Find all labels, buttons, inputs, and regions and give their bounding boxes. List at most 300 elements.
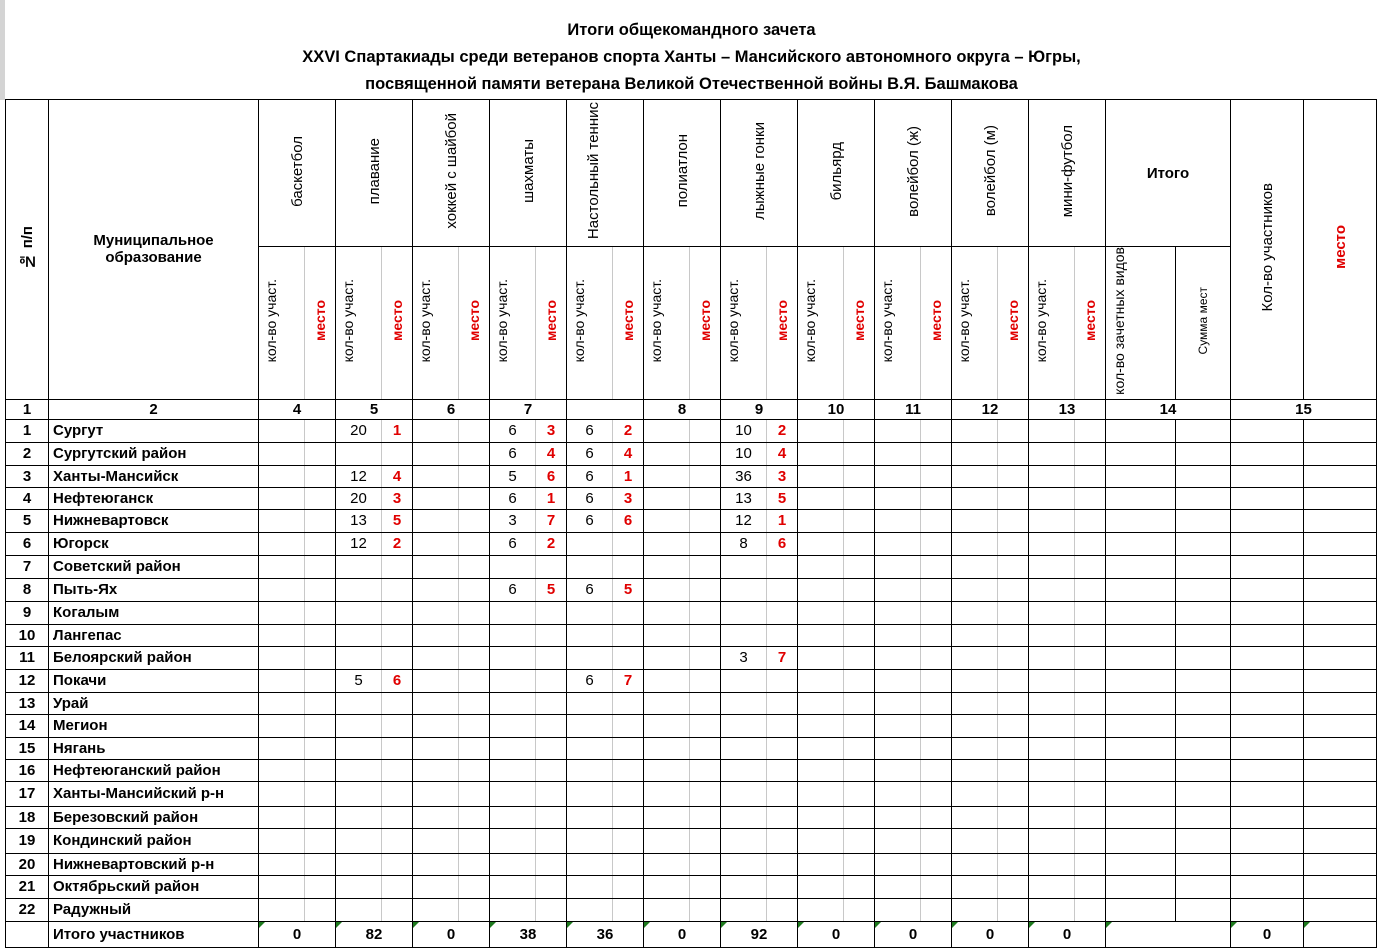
place-cell: 3 bbox=[613, 487, 644, 509]
itogo-sum-cell bbox=[1176, 714, 1231, 737]
itogo-count-cell bbox=[1106, 898, 1176, 921]
place-cell: 5 bbox=[382, 509, 413, 532]
participants-cell bbox=[1231, 601, 1304, 624]
count-cell bbox=[798, 692, 844, 714]
place-cell bbox=[998, 465, 1029, 487]
count-cell: 12 bbox=[721, 509, 767, 532]
count-cell bbox=[259, 509, 305, 532]
itogo-count-cell bbox=[1106, 759, 1176, 781]
place-cell bbox=[613, 555, 644, 578]
count-cell bbox=[952, 442, 998, 465]
totals-label: Итого участников bbox=[49, 921, 259, 947]
count-cell bbox=[336, 806, 382, 828]
place-cell bbox=[998, 532, 1029, 555]
table-row bbox=[6, 806, 1377, 828]
place-subheader bbox=[998, 247, 1029, 400]
count-cell bbox=[952, 806, 998, 828]
place-cell bbox=[305, 578, 336, 601]
place-cell bbox=[1075, 555, 1106, 578]
participants-cell bbox=[1231, 509, 1304, 532]
place-cell bbox=[844, 646, 875, 669]
column-index: 1 bbox=[6, 399, 49, 419]
place-cell bbox=[998, 646, 1029, 669]
place-cell bbox=[1075, 532, 1106, 555]
row-number: 22 bbox=[6, 898, 49, 921]
place-cell bbox=[382, 875, 413, 898]
place-cell bbox=[844, 737, 875, 759]
place-cell bbox=[305, 532, 336, 555]
count-cell bbox=[952, 555, 998, 578]
count-cell bbox=[875, 692, 921, 714]
place-cell bbox=[921, 853, 952, 875]
itogo-count-cell bbox=[1106, 555, 1176, 578]
place-cell bbox=[998, 692, 1029, 714]
count-cell: 6 bbox=[567, 487, 613, 509]
table-row bbox=[6, 714, 1377, 737]
place-cell bbox=[1075, 853, 1106, 875]
municipality-name: Когалым bbox=[49, 601, 259, 624]
place-cell bbox=[305, 419, 336, 442]
place-cell bbox=[921, 806, 952, 828]
column-index: 9 bbox=[721, 399, 798, 419]
place-cell bbox=[536, 898, 567, 921]
participants-cell bbox=[1231, 669, 1304, 692]
count-subheader-label: кол-во участ. bbox=[493, 279, 510, 363]
itogo-count-cell bbox=[1106, 442, 1176, 465]
itogo-sub-count bbox=[1106, 247, 1176, 400]
count-cell bbox=[259, 853, 305, 875]
table-row bbox=[6, 692, 1377, 714]
municipality-name: Нижневартовск bbox=[49, 509, 259, 532]
place-cell bbox=[1304, 875, 1377, 898]
count-cell bbox=[490, 624, 536, 646]
place-cell bbox=[1304, 828, 1377, 853]
sport-header: шахматы bbox=[490, 100, 567, 247]
itogo-sum-cell bbox=[1176, 555, 1231, 578]
place-cell bbox=[459, 714, 490, 737]
itogo-sum-cell bbox=[1176, 578, 1231, 601]
place-cell bbox=[613, 646, 644, 669]
place-subheader-label: место bbox=[543, 300, 559, 342]
count-subheader bbox=[336, 247, 382, 400]
count-cell: 6 bbox=[490, 442, 536, 465]
municipality-name: Ханты-Мансийский р-н bbox=[49, 781, 259, 806]
column-index: 2 bbox=[49, 399, 259, 419]
total-value: 0 bbox=[1231, 921, 1304, 947]
count-cell bbox=[259, 759, 305, 781]
count-cell: 5 bbox=[490, 465, 536, 487]
count-cell: 6 bbox=[490, 578, 536, 601]
place-cell bbox=[613, 714, 644, 737]
count-cell bbox=[798, 806, 844, 828]
place-cell bbox=[921, 875, 952, 898]
count-cell bbox=[875, 853, 921, 875]
total-value: 0 bbox=[1029, 921, 1106, 947]
place-cell bbox=[536, 646, 567, 669]
row-number: 4 bbox=[6, 487, 49, 509]
count-cell bbox=[798, 624, 844, 646]
place-cell bbox=[305, 759, 336, 781]
place-cell bbox=[305, 624, 336, 646]
column-index: 7 bbox=[490, 399, 567, 419]
itogo-sum-cell bbox=[1176, 442, 1231, 465]
row-number: 13 bbox=[6, 692, 49, 714]
count-cell bbox=[1029, 509, 1075, 532]
place-cell bbox=[382, 806, 413, 828]
count-cell bbox=[721, 759, 767, 781]
municipality-name: Кондинский район bbox=[49, 828, 259, 853]
itogo-count-cell bbox=[1106, 532, 1176, 555]
place-cell bbox=[844, 692, 875, 714]
count-cell bbox=[259, 692, 305, 714]
itogo-count-cell bbox=[1106, 714, 1176, 737]
place-cell bbox=[1075, 442, 1106, 465]
count-cell: 12 bbox=[336, 532, 382, 555]
place-cell: 2 bbox=[382, 532, 413, 555]
municipality-name: Октябрьский район bbox=[49, 875, 259, 898]
count-cell bbox=[490, 692, 536, 714]
count-subheader-label: кол-во участ. bbox=[339, 279, 356, 363]
place-cell bbox=[305, 714, 336, 737]
count-cell bbox=[644, 578, 690, 601]
row-number: 9 bbox=[6, 601, 49, 624]
place-cell: 1 bbox=[536, 487, 567, 509]
place-subheader bbox=[459, 247, 490, 400]
place-cell bbox=[1075, 669, 1106, 692]
count-cell bbox=[875, 624, 921, 646]
table-row bbox=[6, 646, 1377, 669]
row-number: 20 bbox=[6, 853, 49, 875]
count-cell: 6 bbox=[567, 465, 613, 487]
count-subheader-label: кол-во участ. bbox=[262, 279, 279, 363]
count-cell bbox=[952, 669, 998, 692]
place-cell bbox=[921, 532, 952, 555]
participants-cell bbox=[1231, 898, 1304, 921]
count-cell bbox=[875, 487, 921, 509]
count-cell bbox=[413, 737, 459, 759]
place-cell bbox=[1075, 714, 1106, 737]
count-cell bbox=[413, 853, 459, 875]
count-cell bbox=[259, 442, 305, 465]
place-cell bbox=[921, 442, 952, 465]
itogo-sum-cell bbox=[1176, 781, 1231, 806]
place-cell bbox=[613, 806, 644, 828]
place-cell bbox=[767, 806, 798, 828]
count-cell bbox=[259, 419, 305, 442]
sport-header: плавание bbox=[336, 100, 413, 247]
place-cell bbox=[382, 853, 413, 875]
place-subheader-label: место bbox=[620, 300, 636, 342]
count-cell bbox=[490, 601, 536, 624]
count-subheader bbox=[490, 247, 536, 400]
count-cell bbox=[721, 714, 767, 737]
place-cell bbox=[459, 624, 490, 646]
count-cell bbox=[721, 692, 767, 714]
participants-cell bbox=[1231, 646, 1304, 669]
table-row bbox=[6, 781, 1377, 806]
table-row bbox=[6, 578, 1377, 601]
place-cell bbox=[998, 806, 1029, 828]
count-cell bbox=[413, 759, 459, 781]
count-cell bbox=[644, 646, 690, 669]
count-cell bbox=[1029, 601, 1075, 624]
place-cell bbox=[921, 601, 952, 624]
count-cell bbox=[952, 737, 998, 759]
itogo-sum-cell bbox=[1176, 646, 1231, 669]
place-cell bbox=[690, 646, 721, 669]
count-cell bbox=[952, 759, 998, 781]
count-cell bbox=[952, 578, 998, 601]
total-value: 0 bbox=[644, 921, 721, 947]
count-cell bbox=[413, 509, 459, 532]
count-cell: 13 bbox=[336, 509, 382, 532]
count-cell bbox=[644, 692, 690, 714]
count-cell bbox=[952, 509, 998, 532]
count-cell bbox=[259, 555, 305, 578]
place-cell bbox=[1075, 419, 1106, 442]
place-cell bbox=[921, 759, 952, 781]
place-cell: 4 bbox=[767, 442, 798, 465]
place-cell bbox=[382, 759, 413, 781]
count-cell bbox=[567, 898, 613, 921]
place-cell bbox=[613, 898, 644, 921]
count-cell bbox=[798, 828, 844, 853]
itogo-count-cell bbox=[1106, 624, 1176, 646]
table-row bbox=[6, 853, 1377, 875]
place-cell bbox=[382, 898, 413, 921]
place-cell bbox=[921, 646, 952, 669]
header-row-sports bbox=[6, 100, 1377, 247]
municipality-name: Сургутский район bbox=[49, 442, 259, 465]
place-cell bbox=[1304, 692, 1377, 714]
place-cell bbox=[1075, 487, 1106, 509]
place-cell bbox=[921, 714, 952, 737]
place-cell bbox=[305, 601, 336, 624]
count-cell bbox=[721, 853, 767, 875]
count-subheader-label: кол-во участ. bbox=[570, 279, 587, 363]
row-number: 17 bbox=[6, 781, 49, 806]
place-cell bbox=[998, 781, 1029, 806]
participants-cell bbox=[1231, 806, 1304, 828]
count-cell bbox=[413, 419, 459, 442]
place-subheader-label: место bbox=[774, 300, 790, 342]
place-cell bbox=[690, 442, 721, 465]
place-cell bbox=[305, 806, 336, 828]
count-subheader bbox=[259, 247, 305, 400]
place-cell bbox=[459, 509, 490, 532]
itogo-sub-count-label: кол-во зачетных видов bbox=[1110, 247, 1127, 395]
place-cell bbox=[844, 875, 875, 898]
count-cell: 5 bbox=[336, 669, 382, 692]
place-cell bbox=[1304, 509, 1377, 532]
place-cell bbox=[459, 555, 490, 578]
place-cell bbox=[1304, 624, 1377, 646]
place-subheader-label: место bbox=[312, 300, 328, 342]
count-cell bbox=[336, 555, 382, 578]
place-cell bbox=[767, 898, 798, 921]
column-index: 15 bbox=[1231, 399, 1377, 419]
count-cell bbox=[721, 601, 767, 624]
place-cell: 1 bbox=[613, 465, 644, 487]
count-cell bbox=[875, 646, 921, 669]
place-cell bbox=[998, 875, 1029, 898]
place-cell bbox=[998, 828, 1029, 853]
municipality-name: Покачи bbox=[49, 669, 259, 692]
count-cell bbox=[336, 737, 382, 759]
count-cell bbox=[952, 646, 998, 669]
participants-cell bbox=[1231, 759, 1304, 781]
place-cell bbox=[998, 578, 1029, 601]
place-subheader-label: место bbox=[697, 300, 713, 342]
itogo-count-cell bbox=[1106, 419, 1176, 442]
count-subheader bbox=[567, 247, 613, 400]
column-index: 13 bbox=[1029, 399, 1106, 419]
municipality-name: Нягань bbox=[49, 737, 259, 759]
itogo-sum-cell bbox=[1176, 853, 1231, 875]
table-row bbox=[6, 555, 1377, 578]
place-cell bbox=[1304, 487, 1377, 509]
place-cell: 5 bbox=[767, 487, 798, 509]
place-cell bbox=[844, 532, 875, 555]
count-cell: 6 bbox=[490, 419, 536, 442]
count-cell bbox=[413, 692, 459, 714]
count-cell bbox=[336, 442, 382, 465]
count-cell bbox=[567, 532, 613, 555]
count-cell bbox=[875, 578, 921, 601]
place-cell bbox=[305, 875, 336, 898]
place-cell bbox=[998, 714, 1029, 737]
count-cell bbox=[952, 781, 998, 806]
itogo-sum-cell bbox=[1176, 532, 1231, 555]
itogo-sum-cell bbox=[1176, 692, 1231, 714]
count-cell bbox=[644, 737, 690, 759]
place-subheader-label: место bbox=[389, 300, 405, 342]
place-cell bbox=[998, 601, 1029, 624]
count-cell bbox=[336, 601, 382, 624]
table-row bbox=[6, 487, 1377, 509]
place-cell bbox=[1075, 578, 1106, 601]
total-value: 38 bbox=[490, 921, 567, 947]
count-cell bbox=[336, 898, 382, 921]
count-cell bbox=[721, 669, 767, 692]
count-cell bbox=[1029, 759, 1075, 781]
count-cell bbox=[567, 853, 613, 875]
count-cell bbox=[567, 781, 613, 806]
place-cell bbox=[459, 442, 490, 465]
count-cell bbox=[875, 509, 921, 532]
place-cell bbox=[767, 759, 798, 781]
count-cell bbox=[259, 898, 305, 921]
count-cell: 13 bbox=[721, 487, 767, 509]
place-cell: 4 bbox=[382, 465, 413, 487]
itogo-sum-cell bbox=[1176, 806, 1231, 828]
place-cell bbox=[921, 828, 952, 853]
place-cell bbox=[613, 692, 644, 714]
place-cell bbox=[459, 487, 490, 509]
place-cell bbox=[305, 442, 336, 465]
count-cell bbox=[798, 759, 844, 781]
place-cell bbox=[921, 487, 952, 509]
sport-header: Настольный теннис bbox=[567, 100, 644, 247]
place-cell bbox=[690, 781, 721, 806]
count-cell bbox=[875, 828, 921, 853]
count-cell bbox=[798, 442, 844, 465]
count-cell bbox=[259, 669, 305, 692]
itogo-count-cell bbox=[1106, 692, 1176, 714]
count-cell bbox=[490, 646, 536, 669]
place-cell bbox=[382, 714, 413, 737]
count-cell bbox=[798, 487, 844, 509]
place-cell bbox=[382, 828, 413, 853]
column-index: 6 bbox=[413, 399, 490, 419]
place-cell bbox=[690, 714, 721, 737]
place-cell bbox=[767, 714, 798, 737]
place-cell bbox=[1075, 737, 1106, 759]
count-cell bbox=[875, 601, 921, 624]
sport-header: баскетбол bbox=[259, 100, 336, 247]
count-subheader-label: кол-во участ. bbox=[416, 279, 433, 363]
place-cell bbox=[305, 487, 336, 509]
municipality-name: Нефтеюганск bbox=[49, 487, 259, 509]
count-cell bbox=[259, 828, 305, 853]
count-cell bbox=[875, 737, 921, 759]
sport-header: полиатлон bbox=[644, 100, 721, 247]
row-number: 2 bbox=[6, 442, 49, 465]
count-cell bbox=[259, 465, 305, 487]
place-cell bbox=[459, 737, 490, 759]
place-cell bbox=[305, 509, 336, 532]
place-cell bbox=[767, 875, 798, 898]
place-cell: 7 bbox=[613, 669, 644, 692]
participants-cell bbox=[1231, 624, 1304, 646]
row-number: 11 bbox=[6, 646, 49, 669]
count-cell bbox=[259, 737, 305, 759]
place-cell bbox=[459, 646, 490, 669]
place-cell bbox=[690, 578, 721, 601]
totals-blank bbox=[6, 921, 49, 947]
place-cell bbox=[921, 419, 952, 442]
count-subheader-label: кол-во участ. bbox=[647, 279, 664, 363]
place-cell bbox=[459, 806, 490, 828]
place-cell bbox=[690, 465, 721, 487]
count-cell bbox=[952, 875, 998, 898]
municipality-name: Югорск bbox=[49, 532, 259, 555]
participants-cell bbox=[1231, 578, 1304, 601]
place-subheader-label: место bbox=[1005, 300, 1021, 342]
count-cell bbox=[644, 781, 690, 806]
count-cell: 6 bbox=[490, 532, 536, 555]
place-cell bbox=[382, 646, 413, 669]
place-subheader-label: место bbox=[466, 300, 482, 342]
row-number: 14 bbox=[6, 714, 49, 737]
count-cell bbox=[1029, 898, 1075, 921]
table-row bbox=[6, 601, 1377, 624]
place-cell bbox=[1075, 781, 1106, 806]
place-cell bbox=[1304, 737, 1377, 759]
place-cell bbox=[536, 781, 567, 806]
count-cell bbox=[1029, 532, 1075, 555]
participants-cell bbox=[1231, 442, 1304, 465]
place-cell: 2 bbox=[613, 419, 644, 442]
place-cell bbox=[536, 714, 567, 737]
place-cell bbox=[844, 759, 875, 781]
place-cell bbox=[767, 828, 798, 853]
count-cell bbox=[1029, 875, 1075, 898]
count-cell bbox=[798, 419, 844, 442]
count-cell bbox=[259, 578, 305, 601]
place-cell: 2 bbox=[536, 532, 567, 555]
itogo-sum-cell bbox=[1176, 898, 1231, 921]
